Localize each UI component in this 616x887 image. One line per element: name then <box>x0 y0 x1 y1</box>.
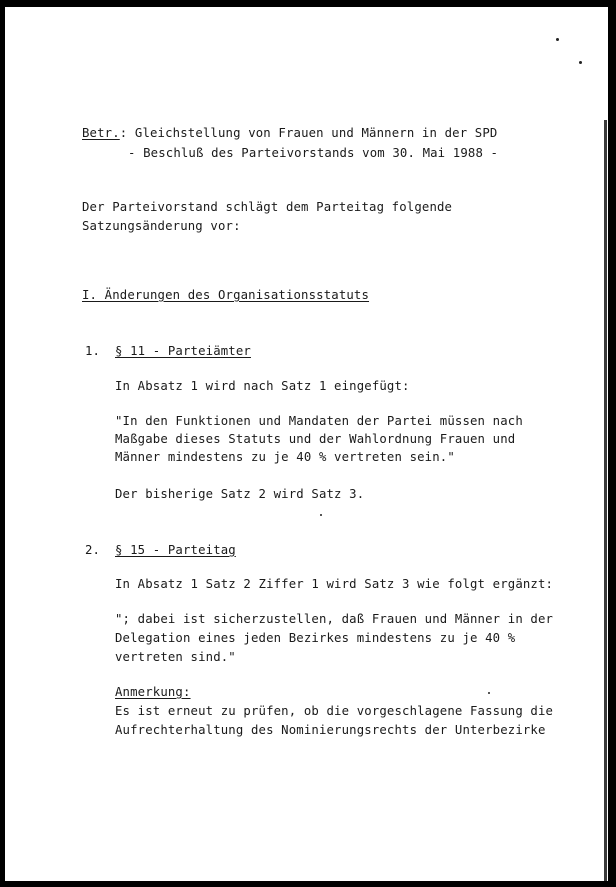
item-follow-up: Der bisherige Satz 2 wird Satz 3. <box>115 487 365 501</box>
quote-line: Delegation eines jeden Bezirkes mindestens zu je 40 % <box>115 631 516 645</box>
item-heading: § 11 - Parteiämter <box>115 344 251 358</box>
scan-border-bottom <box>0 881 616 887</box>
scan-speck <box>488 692 490 694</box>
quote-line: Maßgabe dieses Statuts und der Wahlordnung Frauen und <box>115 432 516 446</box>
note-line: Aufrechterhaltung des Nominierungsrechts der Unterbezirke <box>115 723 546 737</box>
item-instruction: In Absatz 1 wird nach Satz 1 eingefügt: <box>115 379 410 393</box>
item-number: 1. <box>85 344 101 358</box>
item-heading: § 15 - Parteitag <box>115 543 236 557</box>
quote-line: "; dabei ist sicherzustellen, daß Frauen und Männer in der <box>115 612 554 626</box>
item-number: 2. <box>85 543 101 557</box>
scan-border-top <box>0 0 616 7</box>
quote-line: vertreten sind." <box>115 650 236 664</box>
quote-line: "In den Funktionen und Mandaten der Partei müssen nach <box>115 414 523 428</box>
scan-border-left <box>0 0 5 887</box>
scan-speck <box>579 61 582 64</box>
subject-title: Gleichstellung von Frauen und Männern in der SPD <box>127 126 498 140</box>
note-label: Anmerkung: <box>115 685 191 699</box>
section-heading: I. Änderungen des Organisationsstatuts <box>82 288 370 302</box>
note-line: Es ist erneut zu prüfen, ob die vorgeschlagene Fassung die <box>115 704 554 718</box>
scan-speck <box>556 38 559 41</box>
scan-border-right <box>608 0 616 887</box>
item-instruction: In Absatz 1 Satz 2 Ziffer 1 wird Satz 3 wie folgt ergänzt: <box>115 577 554 591</box>
intro-line-2: Satzungsänderung vor: <box>82 219 241 233</box>
subject-colon: : <box>119 126 128 140</box>
subject-line <box>82 125 497 141</box>
scan-border-right-shadow <box>604 120 607 887</box>
scan-speck <box>320 514 322 516</box>
subject-label: Betr. <box>82 126 120 140</box>
quote-line: Männer mindestens zu je 40 % vertreten sein." <box>115 450 455 464</box>
intro-line-1: Der Parteivorstand schlägt dem Parteitag folgende <box>82 200 453 214</box>
subject-subtitle: - Beschluß des Parteivorstands vom 30. Mai 1988 - <box>128 146 499 160</box>
